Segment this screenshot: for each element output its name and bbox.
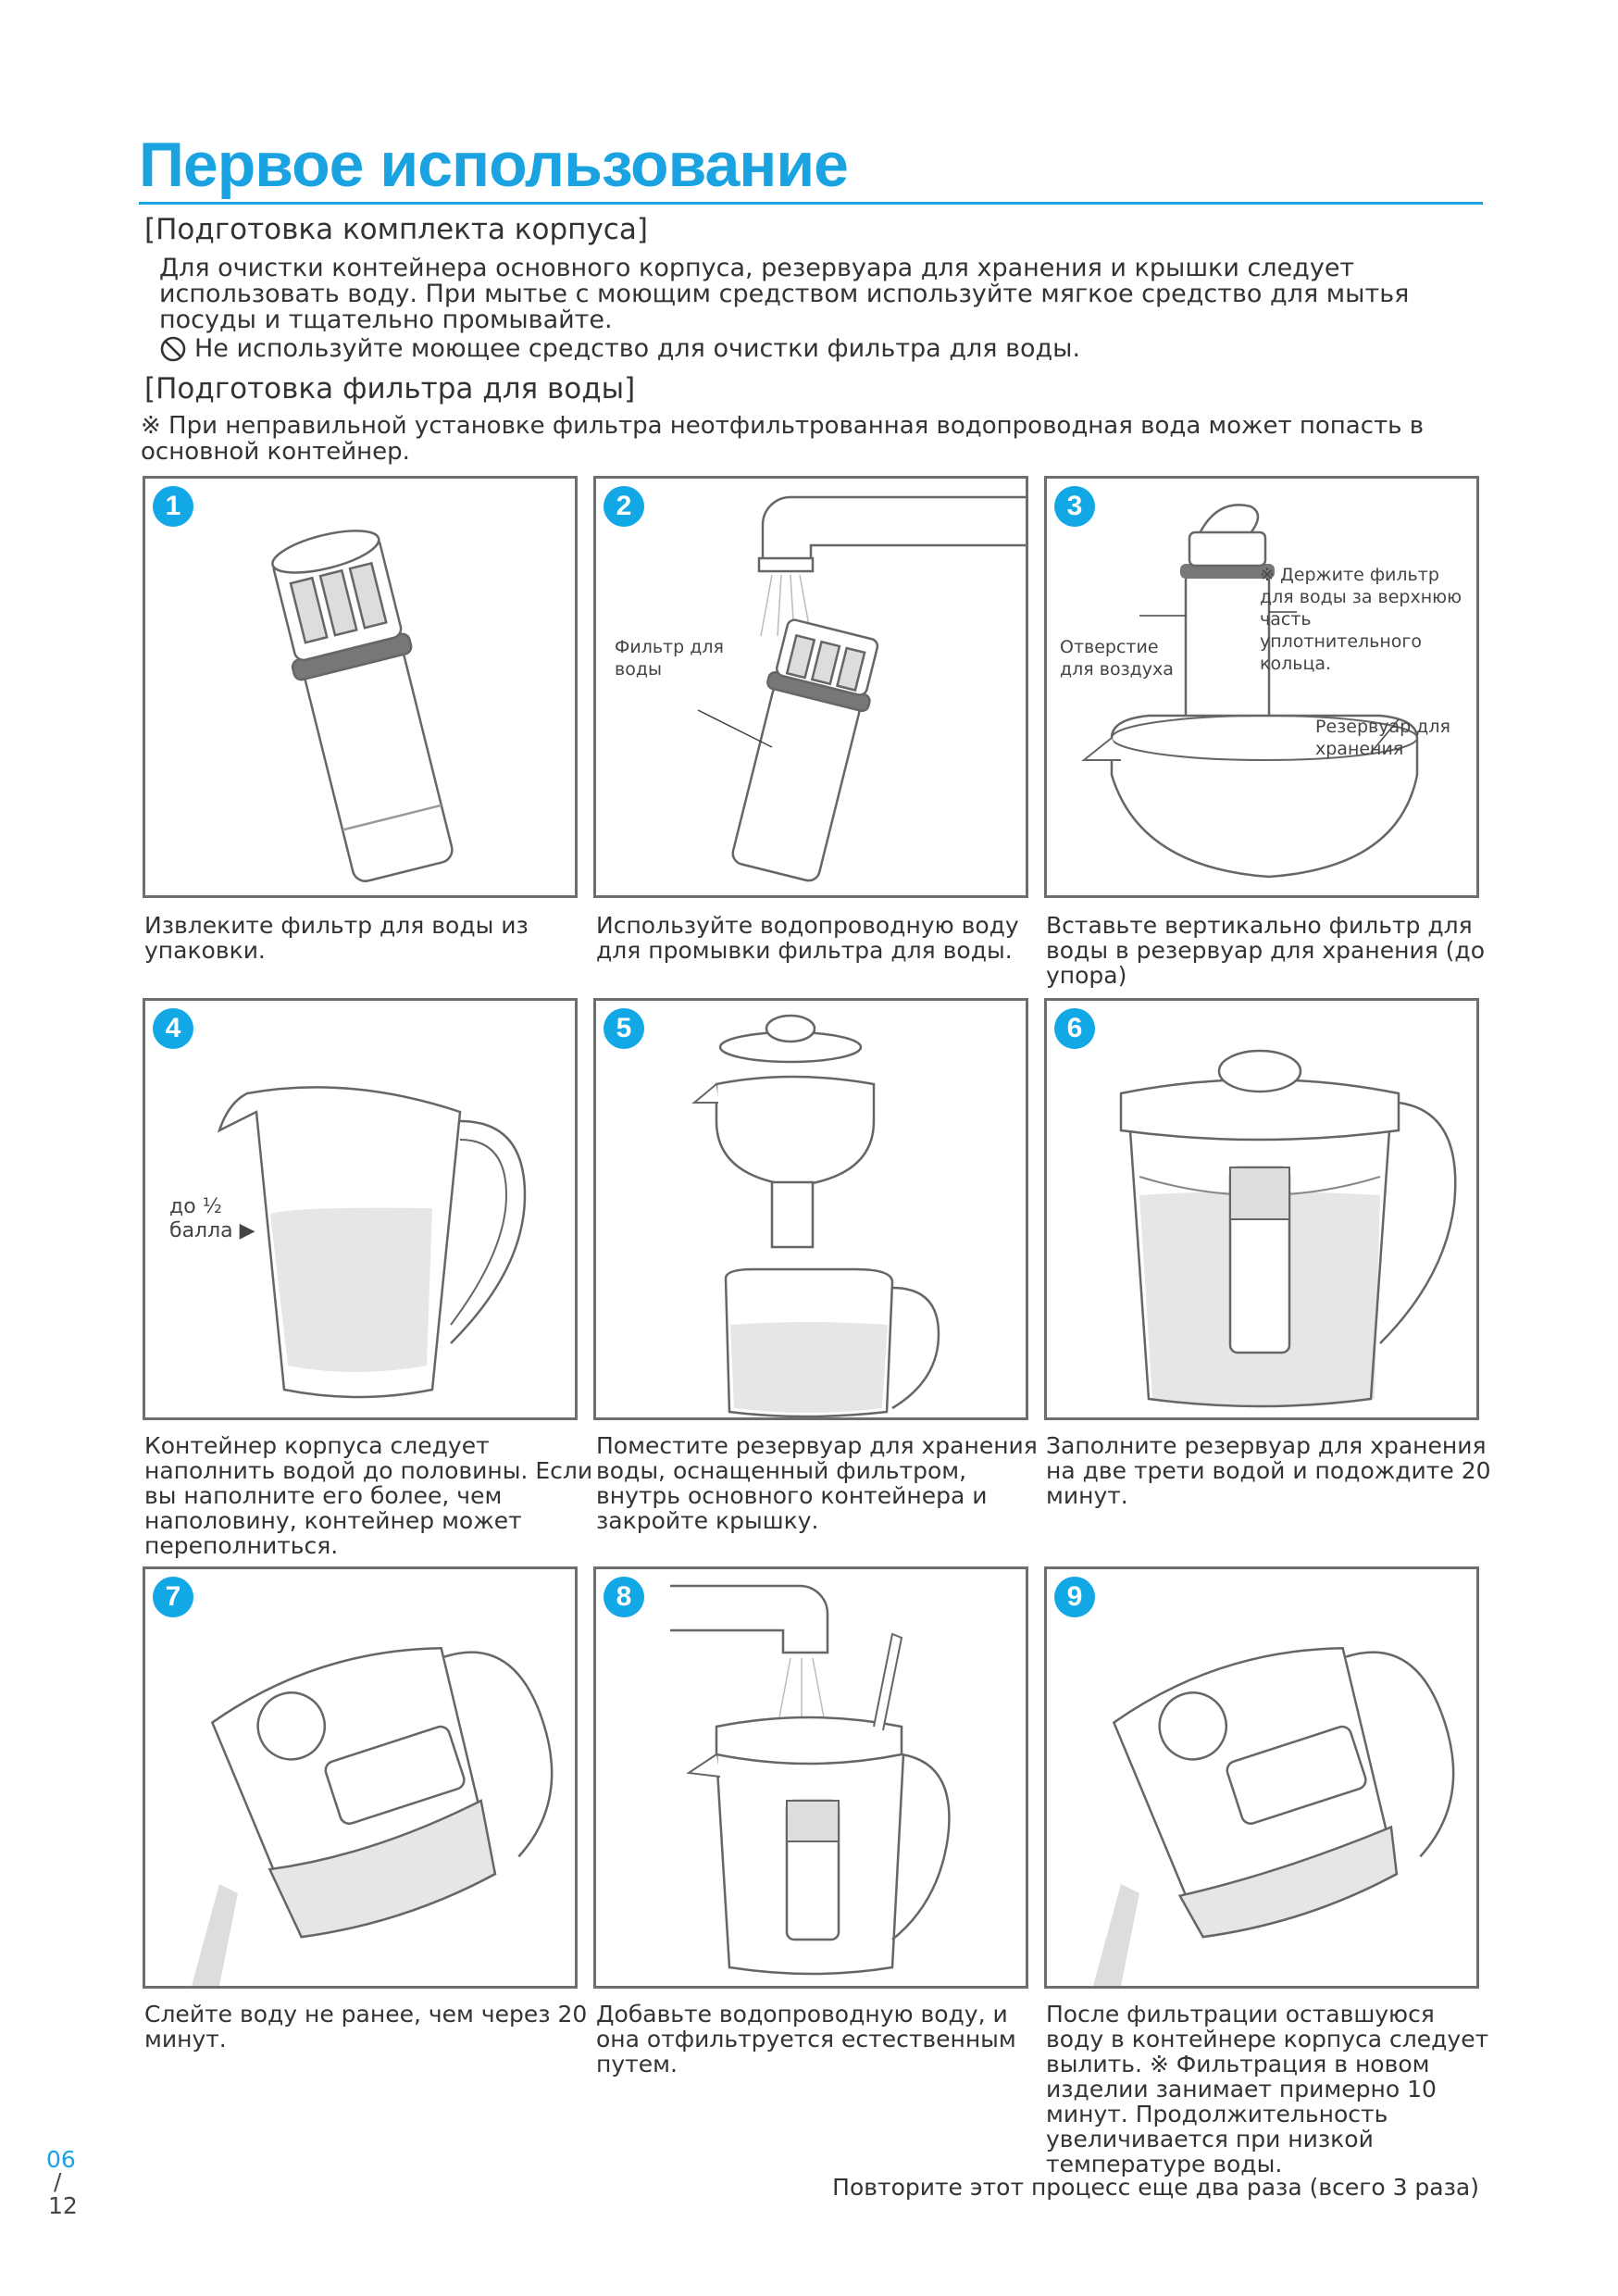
filter-label: Фильтр для воды — [615, 637, 724, 680]
step-2-caption: Используйте водопроводную воду для промывки фильтра для воды. — [596, 912, 1019, 964]
air-hole-label: Отверстие для воздуха — [1060, 637, 1174, 680]
filter-insert-illustration — [1047, 479, 1479, 898]
step-number-badge: 9 — [1054, 1577, 1095, 1617]
step-3-panel — [1044, 476, 1479, 898]
half-level-label: до ½ балла ▶ — [169, 1195, 255, 1242]
pour-out-illustration — [145, 1569, 578, 1989]
step-1-caption: Извлеките фильтр для воды из упаковки. — [144, 912, 529, 964]
page-number-total: 12 — [48, 2192, 78, 2219]
step-number-badge: 3 — [1054, 486, 1095, 527]
step-1-panel — [143, 476, 578, 898]
step-number-badge: 1 — [153, 486, 193, 527]
step-7-caption: Слейте воду не ранее, чем через 20 минут. — [144, 2001, 588, 2053]
step-8-panel — [593, 1566, 1028, 1989]
page-title: Первое использование — [139, 130, 848, 200]
step-6-caption: Заполните резервуар для хранения на две трети водой и подождите 20 минут. — [1046, 1432, 1491, 1509]
filter-warning: ※ При неправильной установке фильтра неотфильтрованная водопроводная вода может попасть в основной контейнер. — [141, 412, 1425, 466]
detergent-note-text: Не используйте моющее средство для очистки фильтра для воды. — [194, 334, 1081, 363]
step-number-badge: 6 — [1054, 1008, 1095, 1049]
step-number-badge: 7 — [153, 1577, 193, 1617]
detergent-note — [159, 335, 1080, 363]
title-rule — [139, 202, 1483, 205]
discard-water-illustration — [1047, 1569, 1479, 1989]
filter-rinse-illustration — [596, 479, 1028, 898]
step-9-caption: После фильтрации оставшуюся воду в контейнере корпуса следует вылить. ※ Фильтрация в новом изделии занимает примерно 10 минут. Продолжительность увеличивается при низкой температуре воды. — [1046, 2001, 1489, 2177]
step-2-panel — [593, 476, 1028, 898]
housing-instructions: Для очистки контейнера основного корпуса, резервуара для хранения и крышки следует использовать воду. При мытье с моющим средством используйте мягкое средство для мытья посуды и тщательно промывайте. — [159, 254, 1410, 334]
step-number-badge: 2 — [604, 486, 644, 527]
section-heading-housing: [Подготовка комплекта корпуса] — [144, 213, 648, 246]
refill-tap-illustration — [596, 1569, 1028, 1989]
page-number-separator: / — [54, 2168, 62, 2195]
step-number-badge: 8 — [604, 1577, 644, 1617]
step-6-panel — [1044, 998, 1479, 1420]
step-5-caption: Поместите резервуар для хранения воды, оснащенный фильтром, внутрь основного контейнера и закройте крышку. — [596, 1432, 1038, 1534]
prohibited-icon — [159, 335, 187, 363]
step-4-caption: Контейнер корпуса следует наполнить водой до половины. Если вы наполните его более, чем наполовину, контейнер может переполниться. — [144, 1432, 593, 1559]
step-number-badge: 5 — [604, 1008, 644, 1049]
filter-cartridge-illustration — [145, 479, 578, 898]
step-9-panel — [1044, 1566, 1479, 1989]
reservoir-label: Резервуар для хранения — [1315, 717, 1450, 759]
fill-reservoir-illustration — [1047, 1001, 1479, 1420]
assemble-jug-illustration — [596, 1001, 1028, 1420]
step-3-caption: Вставьте вертикально фильтр для воды в резервуар для хранения (до упора) — [1046, 912, 1486, 989]
section-heading-filter: [Подготовка фильтра для воды] — [144, 372, 636, 406]
page-number-current: 06 — [46, 2146, 76, 2173]
step-5-panel — [593, 998, 1028, 1420]
step-number-badge: 4 — [153, 1008, 193, 1049]
hold-filter-note: ※ Держите фильтр для воды за верхнюю часть уплотнительного кольца. — [1260, 565, 1462, 674]
step-7-panel — [143, 1566, 578, 1989]
step-4-panel — [143, 998, 578, 1420]
repeat-process-note: Повторите этот процесс еще два раза (всего 3 раза) — [832, 2174, 1479, 2201]
step-8-caption: Добавьте водопроводную воду, и она отфильтруется естественным путем. — [596, 2001, 1016, 2078]
